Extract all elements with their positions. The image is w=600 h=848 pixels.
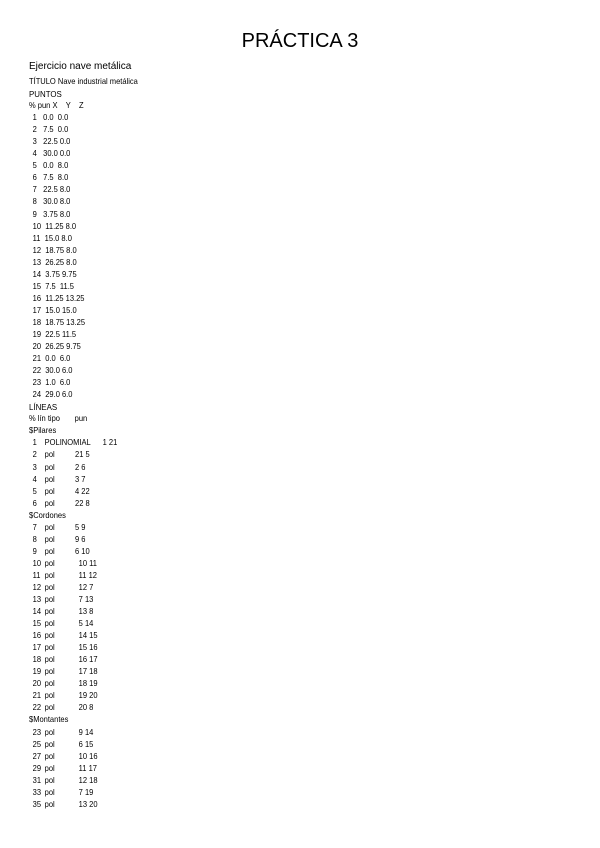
point-row: 11 15.0 8.0 — [32, 233, 72, 243]
line-pun: 11 17 — [78, 763, 97, 773]
line-row — [29, 606, 507, 618]
line-tipo: pol — [44, 486, 55, 496]
line-pun: 16 17 — [78, 655, 98, 665]
line-row — [29, 449, 507, 461]
line-tipo: pol — [44, 558, 55, 568]
point-row: 23 1.0 6.0 — [32, 378, 71, 388]
line-id: 9 — [32, 546, 37, 556]
line-tipo: pol — [44, 607, 55, 617]
line-row — [29, 690, 507, 702]
line-row — [29, 763, 507, 775]
line-pun: 9 6 — [75, 534, 86, 544]
line-pun: 21 5 — [75, 450, 90, 460]
page-title: PRÁCTICA 3 — [241, 30, 359, 52]
line-id: 4 — [32, 474, 37, 484]
point-row: 21 0.0 6.0 — [32, 354, 71, 364]
point-row: 22 30.0 6.0 — [32, 366, 73, 376]
line-pun: 10 16 — [78, 751, 98, 761]
line-tipo: pol — [44, 775, 55, 785]
line-tipo: pol — [44, 679, 55, 689]
line-pun: 4 22 — [75, 486, 90, 496]
exercise-subtitle: Ejercicio nave metálica — [29, 61, 132, 72]
line-pun: 15 16 — [78, 643, 98, 653]
line-id: 19 — [32, 667, 42, 677]
line-tipo: pol — [44, 595, 55, 605]
line-row — [29, 534, 507, 546]
line-id: 18 — [32, 655, 42, 665]
line-row — [29, 486, 507, 498]
point-row: 3 22.5 0.0 — [32, 137, 71, 147]
line-row — [29, 546, 507, 558]
line-id: 7 — [32, 522, 37, 532]
line-row — [29, 642, 507, 654]
line-row — [29, 594, 507, 606]
lineas-header: LÍNEAS — [29, 402, 58, 413]
point-row: 8 30.0 8.0 — [32, 197, 71, 207]
point-row: 14 3.75 9.75 — [32, 269, 77, 279]
line-id: 13 — [32, 595, 42, 605]
line-row — [29, 739, 507, 751]
line-pun: 5 9 — [75, 522, 86, 532]
line-tipo: pol — [44, 643, 55, 653]
line-id: 33 — [32, 787, 42, 797]
line-row — [29, 558, 507, 570]
line-row — [29, 654, 507, 666]
line-pun: 1 21 — [102, 438, 118, 448]
line-pun: 11 12 — [78, 570, 97, 580]
line-pun: 2 6 — [75, 462, 86, 472]
line-id: 2 — [32, 450, 37, 460]
line-row — [29, 799, 507, 811]
line-tipo: pol — [44, 787, 55, 797]
puntos-header: PUNTOS — [29, 89, 62, 100]
line-row — [29, 775, 507, 787]
line-tipo: pol — [44, 763, 55, 773]
line-tipo: pol — [44, 667, 55, 677]
point-row: 12 18.75 8.0 — [32, 245, 77, 255]
line-row — [29, 474, 507, 486]
line-id: 27 — [32, 751, 42, 761]
line-pun: 12 7 — [78, 582, 94, 592]
line-pun: 5 14 — [78, 619, 94, 629]
line-id: 10 — [32, 558, 42, 568]
point-row: 19 22.5 11.5 — [32, 329, 77, 339]
point-row: 9 3.75 8.0 — [32, 209, 71, 219]
line-tipo: pol — [44, 474, 55, 484]
line-tipo: pol — [44, 582, 55, 592]
point-row: 15 7.5 11.5 — [32, 281, 75, 291]
line-row — [29, 630, 507, 642]
line-pun: 6 10 — [75, 546, 90, 556]
line-row — [29, 666, 507, 678]
line-tipo: pol — [44, 703, 55, 713]
line-pun: 12 18 — [78, 775, 98, 785]
line-tipo: pol — [44, 450, 55, 460]
line-id: 14 — [32, 607, 42, 617]
puntos-column-header: % pun X Y Z — [29, 101, 84, 111]
line-row — [29, 702, 507, 714]
line-row — [29, 570, 507, 582]
line-id: 12 — [32, 582, 42, 592]
point-row: 5 0.0 8.0 — [32, 161, 69, 171]
line-pun: 7 13 — [78, 595, 94, 605]
line-id: 3 — [32, 462, 37, 472]
line-tipo: pol — [44, 751, 55, 761]
line-id: 11 — [32, 570, 41, 580]
line-id: 5 — [32, 486, 37, 496]
points-list — [29, 112, 549, 401]
point-row: 1 0.0 0.0 — [32, 113, 69, 123]
line-id: 35 — [32, 799, 42, 809]
point-row: 4 30.0 0.0 — [32, 149, 71, 159]
line-row — [29, 437, 507, 449]
point-row: 24 29.0 6.0 — [32, 390, 73, 400]
document-body — [29, 61, 549, 811]
line-group-header: $Cordones — [29, 510, 66, 520]
line-pun: 3 7 — [75, 474, 86, 484]
point-row: 13 26.25 8.0 — [32, 257, 77, 267]
point-row: 10 11.25 8.0 — [32, 221, 77, 231]
point-row: 16 11.25 13.25 — [32, 293, 85, 303]
point-row: 20 26.25 9.75 — [32, 342, 81, 352]
line-id: 1 — [32, 438, 37, 448]
lineas-column-header: % lín tipo pun — [29, 414, 88, 424]
line-pun: 13 20 — [78, 799, 98, 809]
line-pun: 17 18 — [78, 667, 98, 677]
line-row — [29, 618, 507, 630]
line-id: 25 — [32, 739, 42, 749]
line-pun: 19 20 — [78, 691, 98, 701]
line-id: 22 — [32, 703, 42, 713]
line-pun: 6 15 — [78, 739, 94, 749]
titulo-line: TÍTULO Nave industrial metálica — [29, 77, 138, 86]
line-id: 15 — [32, 619, 42, 629]
line-tipo: pol — [44, 534, 55, 544]
line-tipo: pol — [44, 498, 55, 508]
line-row — [29, 678, 507, 690]
line-id: 29 — [32, 763, 42, 773]
line-row — [29, 498, 507, 510]
line-tipo: pol — [44, 727, 55, 737]
line-row — [29, 522, 507, 534]
line-id: 16 — [32, 631, 42, 641]
line-group-header: $Pilares — [29, 426, 57, 436]
line-tipo: pol — [44, 546, 55, 556]
lines-list — [29, 425, 549, 811]
point-row: 2 7.5 0.0 — [32, 125, 69, 135]
line-tipo: pol — [44, 631, 55, 641]
line-id: 21 — [32, 691, 42, 701]
line-id: 8 — [32, 534, 37, 544]
line-pun: 9 14 — [78, 727, 94, 737]
line-group-header: $Montantes — [29, 715, 69, 725]
line-pun: 10 11 — [78, 558, 97, 568]
line-tipo: POLINOMIAL — [44, 438, 91, 448]
line-tipo: pol — [44, 619, 55, 629]
line-tipo: pol — [44, 739, 55, 749]
line-row — [29, 787, 507, 799]
line-row — [29, 582, 507, 594]
line-id: 23 — [32, 727, 42, 737]
line-pun: 7 19 — [78, 787, 94, 797]
line-pun: 20 8 — [78, 703, 94, 713]
point-row: 6 7.5 8.0 — [32, 173, 69, 183]
line-row — [29, 462, 507, 474]
line-tipo: pol — [44, 462, 55, 472]
line-pun: 14 15 — [78, 631, 98, 641]
line-id: 6 — [32, 498, 37, 508]
point-row: 7 22.5 8.0 — [32, 185, 71, 195]
line-pun: 18 19 — [78, 679, 98, 689]
line-tipo: pol — [44, 655, 55, 665]
line-pun: 22 8 — [75, 498, 90, 508]
line-pun: 13 8 — [78, 607, 94, 617]
line-tipo: pol — [44, 570, 55, 580]
line-tipo: pol — [44, 522, 55, 532]
point-row: 18 18.75 13.25 — [32, 317, 86, 327]
line-row — [29, 751, 507, 763]
point-row: 17 15.0 15.0 — [32, 305, 77, 315]
line-row — [29, 727, 507, 739]
line-id: 20 — [32, 679, 42, 689]
line-tipo: pol — [44, 799, 55, 809]
line-id: 17 — [32, 643, 42, 653]
line-id: 31 — [32, 775, 42, 785]
line-tipo: pol — [44, 691, 55, 701]
